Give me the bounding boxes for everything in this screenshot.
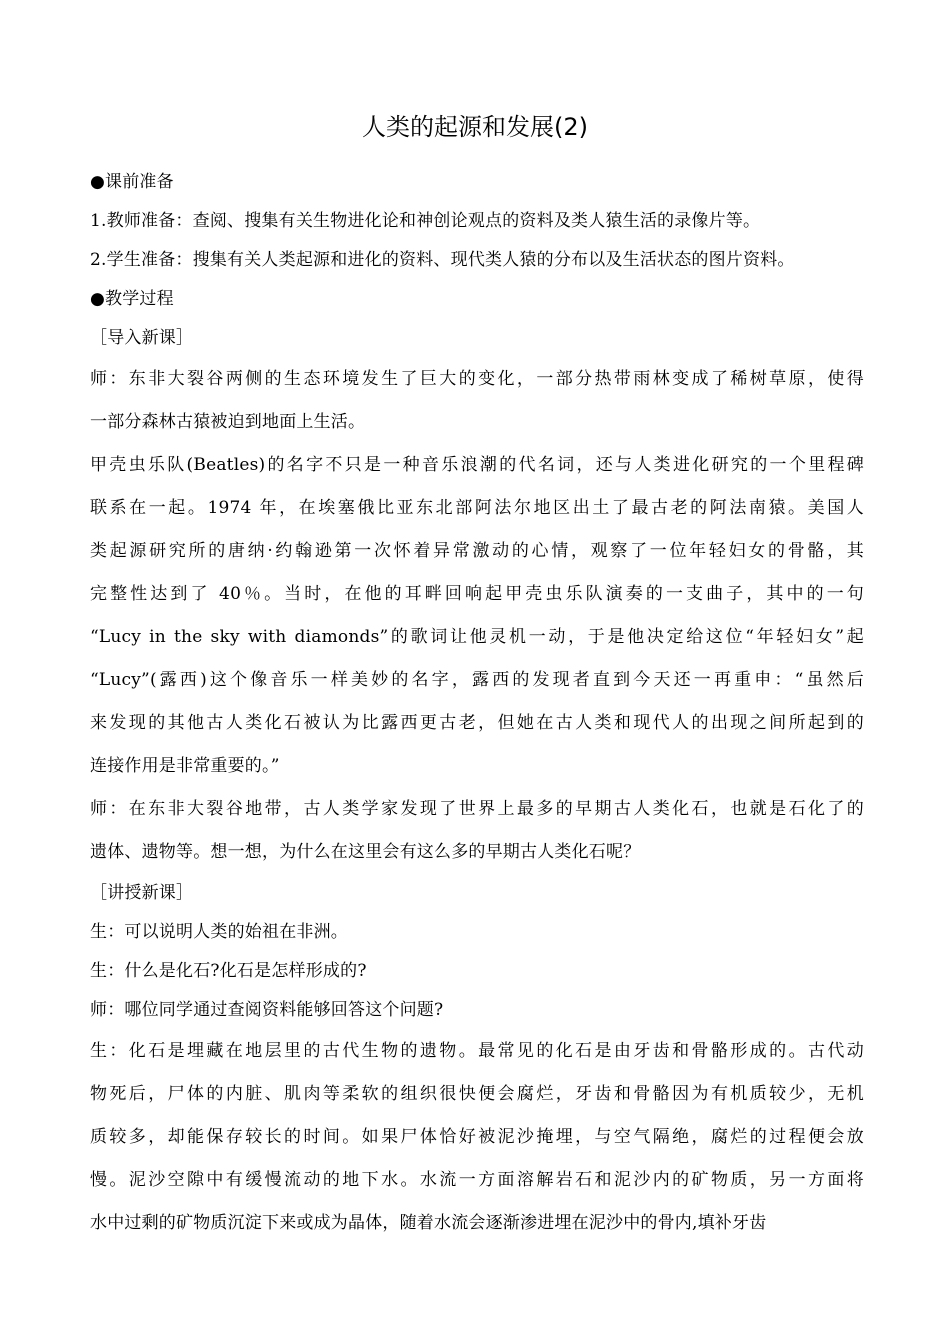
paragraph-line: ●教学过程 bbox=[90, 289, 174, 309]
paragraph-line: 师：东非大裂谷两侧的生态环境发生了巨大的变化，一部分热带雨林变成了稀树草原，使得 bbox=[90, 369, 864, 389]
body-paragraph bbox=[90, 444, 864, 788]
paragraph-line: 连接作用是非常重要的。” bbox=[90, 756, 280, 776]
paragraph-line: 慢。泥沙空隙中有缓慢流动的地下水。水流一方面溶解岩石和泥沙内的矿物质，另一方面将 bbox=[90, 1170, 864, 1190]
paragraph-line: 师：哪位同学通过查阅资料能够回答这个问题? bbox=[90, 1000, 444, 1020]
body-paragraph bbox=[90, 319, 864, 358]
paragraph-line: 类起源研究所的唐纳·约翰逊第一次怀着异常激动的心情，观察了一位年轻妇女的骨骼，其 bbox=[90, 541, 864, 561]
paragraph-line: 完整性达到了 40％。当时，在他的耳畔回响起甲壳虫乐队演奏的一支曲子，其中的一句 bbox=[90, 584, 864, 604]
body-paragraph bbox=[90, 202, 864, 241]
body-paragraph bbox=[90, 1030, 864, 1245]
paragraph-line: 一部分森林古猿被迫到地面上生活。 bbox=[90, 412, 366, 432]
paragraph-line: ［导入新课］ bbox=[90, 328, 194, 348]
paragraph-line: 物死后，尸体的内脏、肌肉等柔软的组织很快便会腐烂，牙齿和骨骼因为有机质较少，无机 bbox=[90, 1084, 864, 1104]
paragraph-line: 1.教师准备：查阅、搜集有关生物进化论和神创论观点的资料及类人猿生活的录像片等。 bbox=[90, 211, 761, 231]
paragraph-line: ［讲授新课］ bbox=[90, 883, 194, 903]
paragraph-line: “Lucy”(露西)这个像音乐一样美妙的名字，露西的发现者直到今天还一再重申：“虽然后 bbox=[90, 670, 864, 690]
paragraph-line: 质较多，却能保存较长的时间。如果尸体恰好被泥沙掩埋，与空气隔绝，腐烂的过程便会放 bbox=[90, 1127, 864, 1147]
paragraph-line: 师：在东非大裂谷地带，古人类学家发现了世界上最多的早期古人类化石，也就是石化了的 bbox=[90, 799, 864, 819]
paragraph-line: 生：什么是化石?化石是怎样形成的? bbox=[90, 961, 367, 981]
body-paragraph bbox=[90, 788, 864, 874]
paragraph-line: 生：可以说明人类的始祖在非洲。 bbox=[90, 922, 348, 942]
body-paragraph bbox=[90, 991, 864, 1030]
paragraph-line: 甲壳虫乐队(Beatles)的名字不只是一种音乐浪潮的代名词，还与人类进化研究的一个里程碑 bbox=[90, 455, 864, 475]
paragraph-line: ●课前准备 bbox=[90, 172, 174, 192]
body-paragraph bbox=[90, 280, 864, 319]
document-body bbox=[90, 163, 864, 1245]
body-paragraph bbox=[90, 163, 864, 202]
paragraph-line: 联系在一起。1974 年，在埃塞俄比亚东北部阿法尔地区出土了最古老的阿法南猿。美国人 bbox=[90, 498, 864, 518]
paragraph-line: 生：化石是埋藏在地层里的古代生物的遗物。最常见的化石是由牙齿和骨骼形成的。古代动 bbox=[90, 1041, 864, 1061]
body-paragraph bbox=[90, 241, 864, 280]
paragraph-line: 水中过剩的矿物质沉淀下来或成为晶体，随着水流会逐渐渗进埋在泥沙中的骨内,填补牙齿 bbox=[90, 1213, 767, 1233]
document-title: 人类的起源和发展(2) bbox=[362, 113, 588, 141]
body-paragraph bbox=[90, 952, 864, 991]
body-paragraph bbox=[90, 913, 864, 952]
paragraph-line: 2.学生准备：搜集有关人类起源和进化的资料、现代类人猿的分布以及生活状态的图片资料。 bbox=[90, 250, 795, 270]
paragraph-line: 来发现的其他古人类化石被认为比露西更古老，但她在古人类和现代人的出现之间所起到的 bbox=[90, 713, 864, 733]
body-paragraph bbox=[90, 874, 864, 913]
paragraph-line: “Lucy in the sky with diamonds”的歌词让他灵机一动，于是他决定给这位“年轻妇女”起 bbox=[90, 627, 864, 647]
body-paragraph bbox=[90, 358, 864, 444]
paragraph-line: 遗体、遗物等。想一想，为什么在这里会有这么多的早期古人类化石呢？ bbox=[90, 842, 641, 862]
